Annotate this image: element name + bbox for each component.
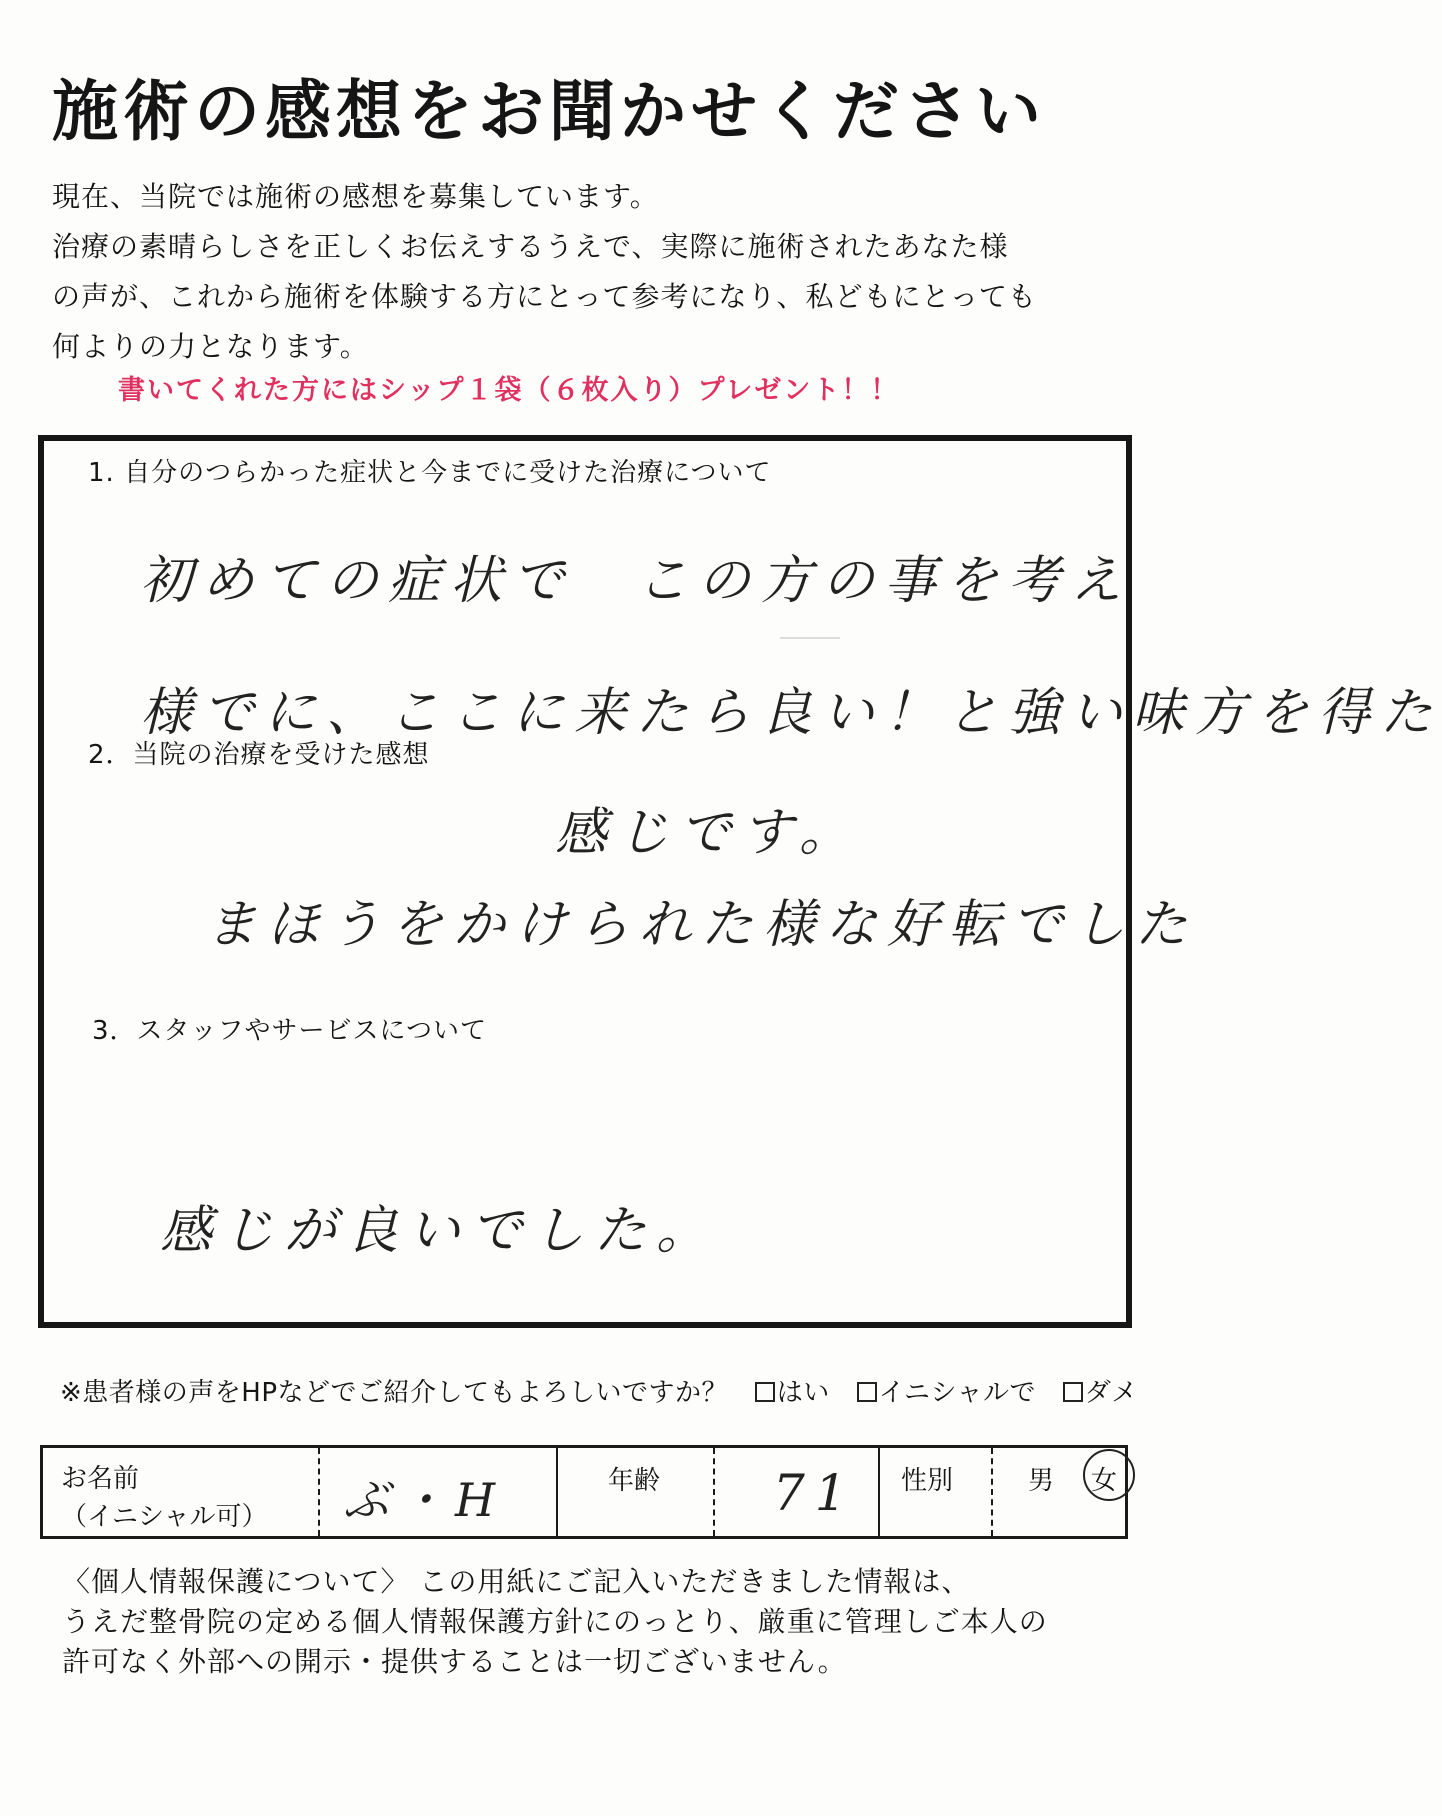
answer-1-line-2: 様でに、ここに来たら良い！と強い味方を得た [140,683,1442,743]
answer-3-line-1: 感じが良いでした。 [160,1201,719,1261]
intro-line: 何よりの力となります。 [52,330,369,363]
gender-female[interactable]: 女 [1091,1466,1118,1496]
consent-option-label: はい [776,1378,830,1408]
privacy-line: 〈個人情報保護について〉 この用紙にご記入いただきました情報は、 [62,1565,971,1598]
name-sublabel: （イニシャル可） [61,1502,268,1532]
promo-text: 書いてくれた方にはシップ１袋（６枚入り）プレゼント！！ [118,375,900,406]
intro-line: 治療の素晴らしさを正しくお伝えするうえで、実際に施術されたあなた様 [52,230,1009,263]
intro-line: 現在、当院では施術の感想を募集しています。 [52,180,659,213]
privacy-line: うえだ整骨院の定める個人情報保護方針にのっとり、厳重に管理しご本人の [62,1605,1048,1638]
consent-option-yes[interactable] [755,1378,830,1408]
consent-question [60,1372,1138,1409]
privacy-line: 許可なく外部への開示・提供することは一切ございません。 [62,1645,847,1678]
consent-option-no[interactable] [1063,1378,1138,1408]
gender-label: 性別 [901,1466,954,1496]
info-table [40,1445,1128,1539]
selection-circle-icon [1083,1449,1135,1501]
consent-question-text: ※患者様の声をHPなどでご紹介してもよろしいですか？ [60,1378,729,1408]
name-label: お名前 [61,1464,140,1494]
divider [556,1448,558,1536]
question-3-label: 3．スタッフやサービスについて [92,1016,488,1046]
privacy-notice [62,1562,1182,1682]
scribble-mark [780,637,840,649]
age-value: 71 [773,1464,857,1522]
divider [318,1448,320,1536]
checkbox-icon [857,1382,877,1402]
answer-2-line-1: 感じです。 [555,803,861,863]
answer-2-line-2: まほうをかけられた様な好転でした [205,895,1198,955]
intro-text [52,172,1172,372]
intro-line: の声が、これから施術を体験する方にとって参考になり、私どもにとっても [52,280,1037,313]
age-label: 年齢 [608,1466,661,1496]
divider [713,1448,715,1536]
question-1-label: 1. 自分のつらかった症状と今までに受けた治療について [88,458,772,488]
page-title: 施術の感想をお聞かせください [52,73,1046,150]
checkbox-icon [755,1382,775,1402]
consent-option-label: ダメ [1084,1378,1138,1408]
name-value: ぶ・H [343,1473,506,1527]
answer-1-line-1: 初めての症状で この方の事を考え [140,551,1133,611]
divider [991,1448,993,1536]
gender-male[interactable]: 男 [1028,1466,1055,1496]
question-2-label: 2．当院の治療を受けた感想 [88,740,430,770]
checkbox-icon [1063,1382,1083,1402]
consent-option-initial[interactable] [857,1378,1036,1408]
consent-option-label: イニシャルで [878,1378,1037,1408]
divider [878,1448,880,1536]
